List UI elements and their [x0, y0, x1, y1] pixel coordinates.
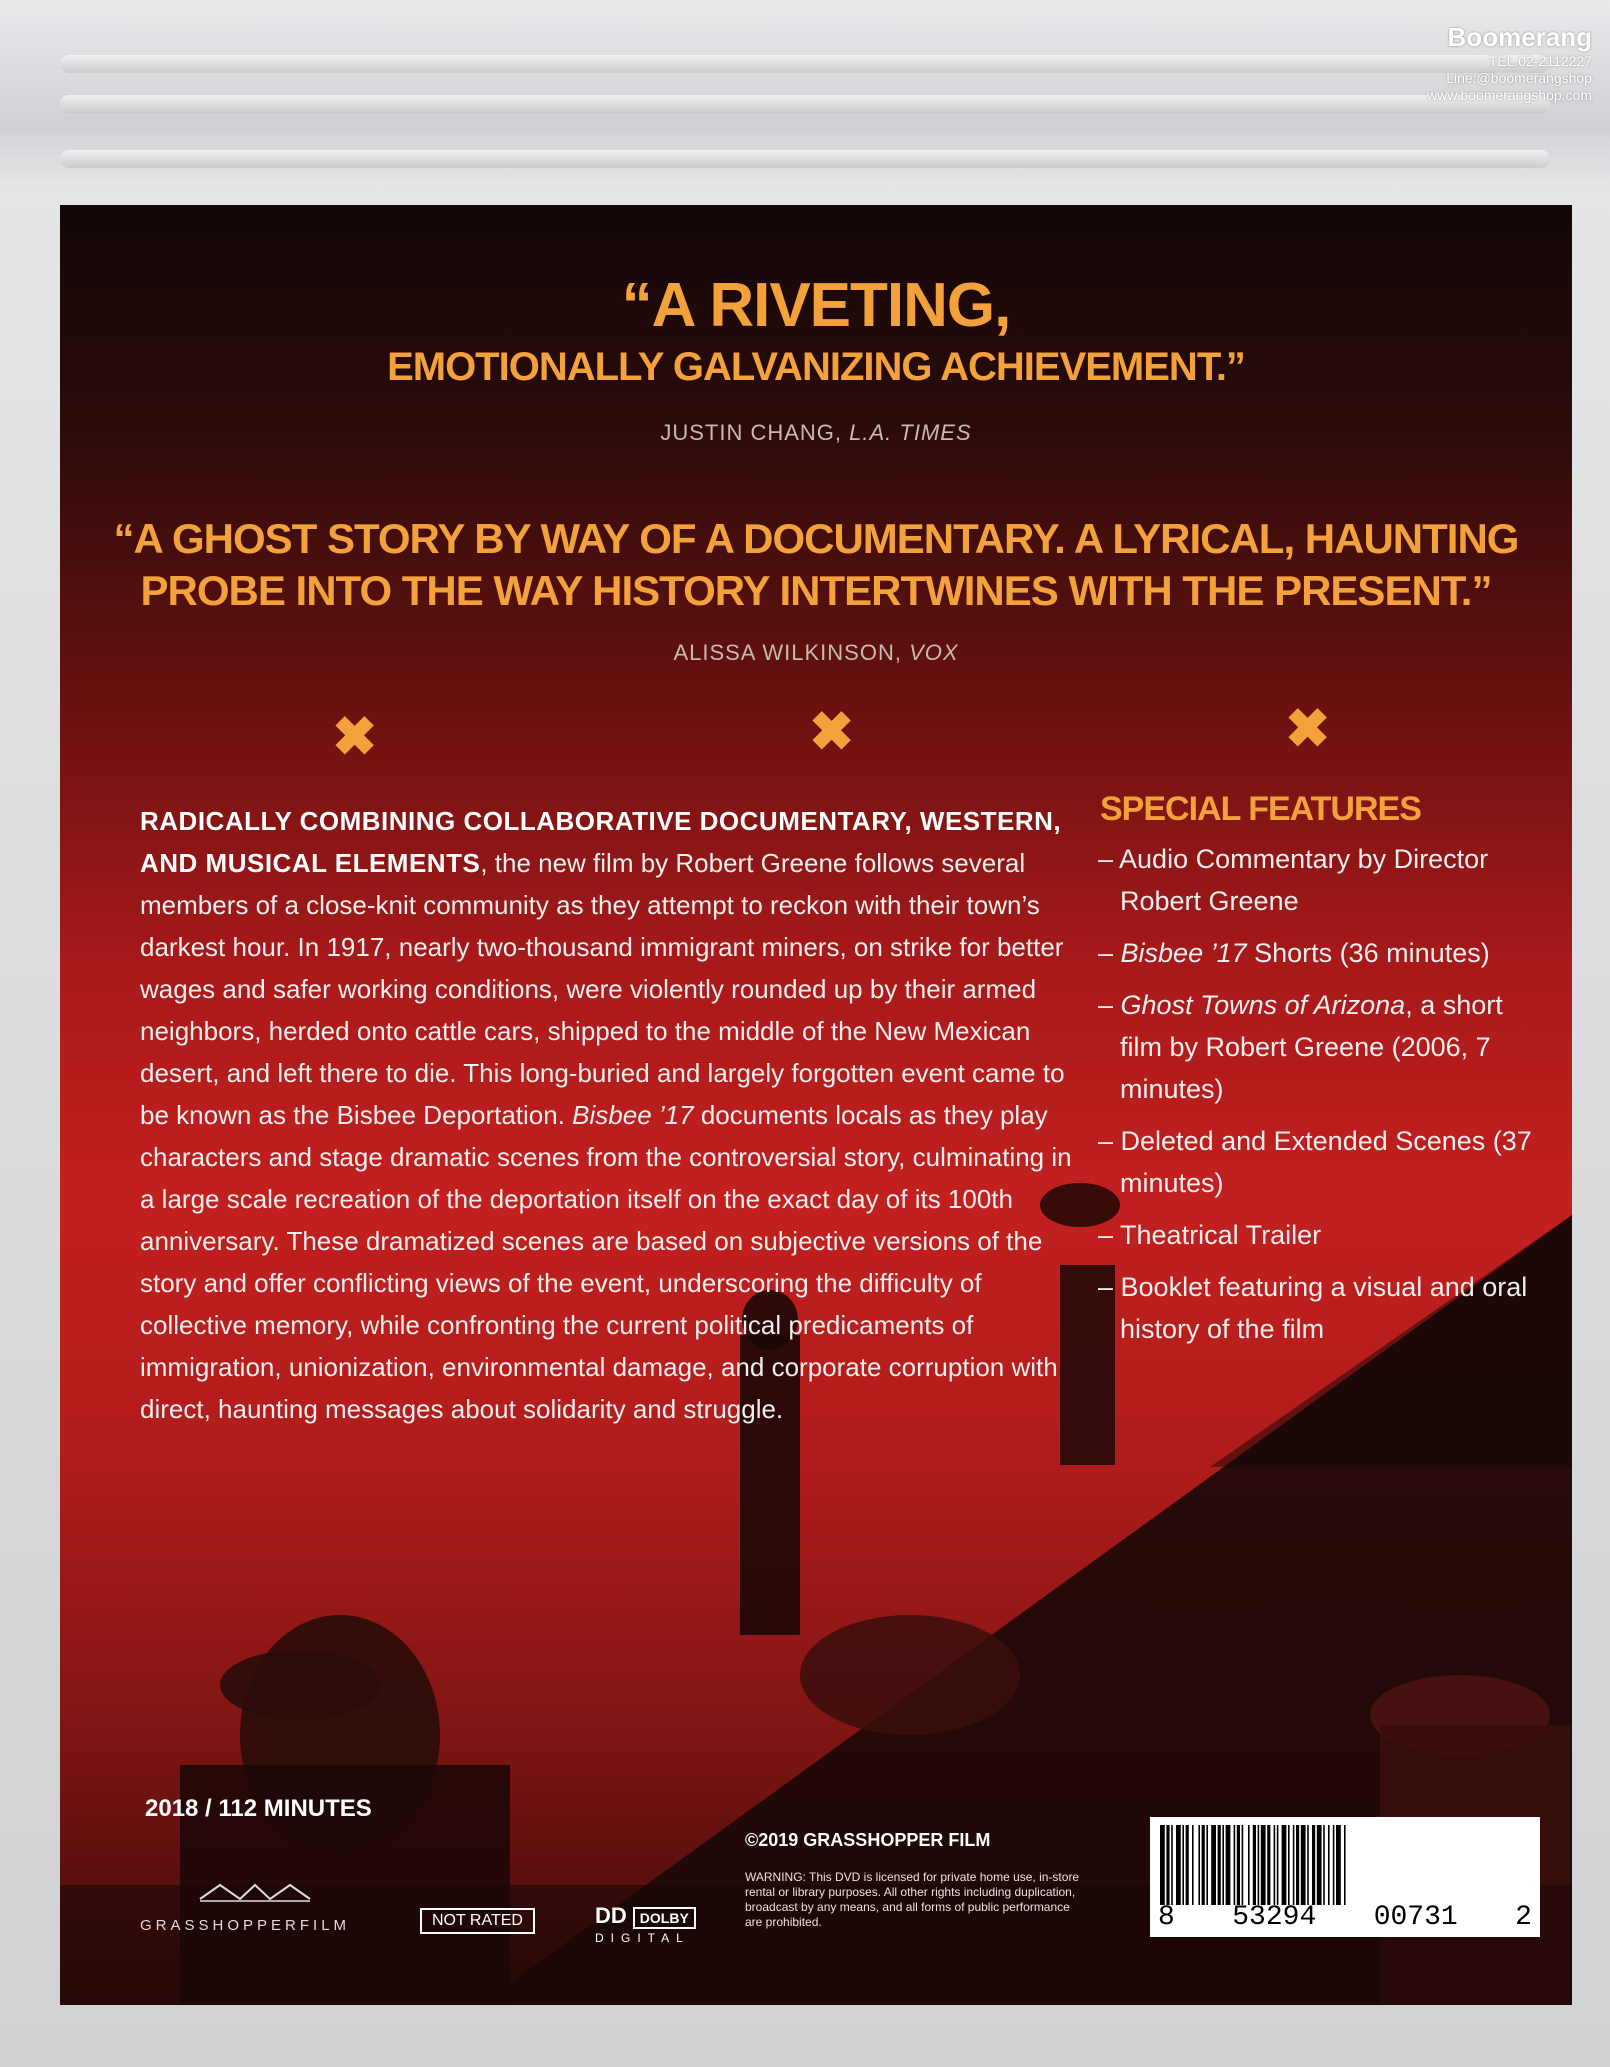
barcode-bar: [1258, 1825, 1260, 1905]
retailer-line: Line:@boomerangshop: [1446, 70, 1592, 86]
feature-text: Deleted and Extended Scenes (37 minutes): [1120, 1126, 1532, 1198]
barcode-bar: [1288, 1825, 1290, 1905]
barcode-bar: [1336, 1825, 1341, 1905]
feature-italic: Bisbee ’17: [1120, 938, 1247, 968]
feature-dash: –: [1098, 1126, 1121, 1156]
barcode-digit-group: 53294: [1232, 1902, 1317, 1933]
feature-dash: –: [1098, 1220, 1121, 1250]
barcode-bar: [1293, 1825, 1295, 1905]
quote2-line1: “A GHOST STORY BY WAY OF A DOCUMENTARY. A LYRICAL, HAUNTING: [113, 515, 1519, 562]
runtime: 2018 / 112 MINUTES: [145, 1795, 372, 1822]
quote2-outlet: VOX: [909, 640, 959, 665]
feature-text: Theatrical Trailer: [1120, 1220, 1322, 1250]
barcode-bar: [1176, 1825, 1181, 1905]
barcode-bar: [1282, 1825, 1287, 1905]
dolby-brand: DOLBY: [633, 1907, 696, 1929]
barcode-bar: [1171, 1825, 1173, 1905]
barcode-bars: [1160, 1825, 1530, 1905]
barcode-bar: [1192, 1825, 1194, 1905]
back-cover-insert: [60, 205, 1572, 2005]
barcode-bar: [1198, 1825, 1200, 1905]
synopsis-title: Bisbee ’17: [572, 1100, 694, 1130]
legal-warning: WARNING: This DVD is licensed for private home use, in-store rental or library purposes. All other rights including duplication, broadcast by any means, and all forms of public performance are prohibited.: [745, 1870, 1080, 1929]
barcode-bar: [1267, 1825, 1270, 1905]
barcode-bar: [1261, 1825, 1266, 1905]
retailer-name: Boomerang: [1447, 22, 1592, 52]
barcode-bar: [1166, 1825, 1169, 1905]
cross-separator-icon: ✖: [332, 707, 378, 767]
barcode-bar: [1333, 1825, 1335, 1905]
barcode-bar: [1274, 1825, 1276, 1905]
feature-dash: –: [1098, 844, 1120, 874]
barcode-digit-group: 8: [1158, 1902, 1175, 1933]
feature-item: [1098, 984, 1548, 1110]
feature-dash: –: [1098, 990, 1121, 1020]
case-ridge: [60, 55, 1550, 73]
case-ridge: [60, 95, 1550, 113]
feature-dash: –: [1098, 938, 1121, 968]
barcode-bar: [1312, 1825, 1315, 1905]
barcode-bar: [1222, 1825, 1224, 1905]
barcode-bar: [1160, 1825, 1165, 1905]
barcode-bar: [1307, 1825, 1309, 1905]
feature-item: [1098, 1120, 1548, 1204]
synopsis-part1: , the new film by Robert Greene follows several members of a close-knit community as they attempt to reckon with their town’s darkest hour. In 1917, nearly two-thousand immigrant miners, on strike for better wages and safer working conditions, were violently rounded up by their armed neighbors, herded onto cattle cars, shipped to the middle of the New Mexican desert, and left there to die. This long-buried and largely forgotten event came to be known as the Bisbee Deportation.: [140, 848, 1065, 1130]
quote2-attribution: [60, 640, 1572, 666]
grasshopper-logo-icon: [140, 1877, 370, 1907]
quote1-outlet: L.A. TIMES: [849, 420, 972, 445]
retailer-tel: TEL.02-2112227: [1488, 53, 1592, 69]
feature-item: [1098, 932, 1548, 974]
feature-text: Booklet featuring a visual and oral history of the film: [1120, 1272, 1528, 1344]
barcode-bar: [1218, 1825, 1221, 1905]
synopsis: [140, 800, 1080, 1430]
rating-badge: NOT RATED: [420, 1908, 535, 1934]
barcode-bar: [1277, 1825, 1279, 1905]
barcode-digit-group: 2: [1515, 1902, 1532, 1933]
feature-italic: Ghost Towns of Arizona: [1120, 990, 1406, 1020]
barcode-bar: [1323, 1825, 1325, 1905]
barcode-bar: [1317, 1825, 1322, 1905]
distributor-name: GRASSHOPPERFILM: [140, 1917, 351, 1934]
feature-item: [1098, 1214, 1548, 1256]
barcode-bar: [1301, 1825, 1306, 1905]
synopsis-part2: documents locals as they play characters and stage dramatic scenes from the controversial story, culminating in a large scale recreation of the deportation itself on the exact day of its 100th anniversary. These dramatized scenes are based on subjective versions of the story and offer conflicting views of the event, underscoring the difficulty of collective memory, while confronting the current political predicaments of immigration, unionization, environmental damage, and corporate corruption with direct, haunting messages about solidarity and struggle.: [140, 1100, 1072, 1424]
cross-separator-icon: ✖: [1285, 699, 1331, 759]
barcode-digit-group: 00731: [1373, 1902, 1458, 1933]
quote2-line2: PROBE INTO THE WAY HISTORY INTERTWINES WITH THE PRESENT.”: [140, 567, 1492, 614]
barcode-bar: [1328, 1825, 1330, 1905]
quote1-attribution: [60, 420, 1572, 446]
barcode-bar: [1248, 1825, 1250, 1905]
dolby-format: DIGITAL: [595, 1931, 690, 1945]
feature-item: [1098, 1266, 1548, 1350]
quote2-critic: ALISSA WILKINSON,: [673, 640, 902, 665]
cross-separator-icon: ✖: [809, 702, 855, 762]
barcode-digits: [1158, 1902, 1532, 1933]
barcode-bar: [1206, 1825, 1208, 1905]
barcode-bar: [1186, 1825, 1189, 1905]
feature-text: , a short film by Robert Greene (2006, 7 minutes): [1120, 990, 1503, 1104]
feature-text: Audio Commentary by Director Robert Greene: [1119, 844, 1489, 916]
feature-dash: –: [1098, 1272, 1121, 1302]
dolby-digital-logo: [595, 1903, 696, 1945]
retailer-sticker: [1427, 22, 1592, 104]
dolby-dd-mark: DD: [595, 1903, 627, 1928]
quote1-critic: JUSTIN CHANG,: [660, 420, 843, 445]
barcode-bar: [1237, 1825, 1240, 1905]
synopsis-lead: RADICALLY COMBINING COLLABORATIVE DOCUMENTARY, WESTERN, AND MUSICAL ELEMENTS: [140, 806, 1062, 878]
barcode-bar: [1182, 1825, 1184, 1905]
quote1-line2: EMOTIONALLY GALVANIZING ACHIEVEMENT.”: [387, 345, 1245, 389]
barcode-bar: [1202, 1825, 1205, 1905]
special-features-title: SPECIAL FEATURES: [1100, 790, 1421, 828]
barcode-bar: [1234, 1825, 1236, 1905]
special-features-list: [1098, 838, 1548, 1360]
quote1-line1: “A RIVETING,: [621, 271, 1011, 340]
feature-text: Shorts (36 minutes): [1246, 938, 1490, 968]
retailer-website: www.boomerangshop.com: [1427, 87, 1592, 103]
barcode: [1150, 1817, 1540, 1937]
barcode-bar: [1242, 1825, 1244, 1905]
copyright: ©2019 GRASSHOPPER FILM: [745, 1830, 991, 1850]
barcode-bar: [1253, 1825, 1256, 1905]
case-ridge: [60, 150, 1550, 168]
barcode-bar: [1296, 1825, 1299, 1905]
barcode-bar: [1211, 1825, 1216, 1905]
feature-item: [1098, 838, 1548, 922]
barcode-bar: [1344, 1825, 1346, 1905]
barcode-bar: [1226, 1825, 1231, 1905]
